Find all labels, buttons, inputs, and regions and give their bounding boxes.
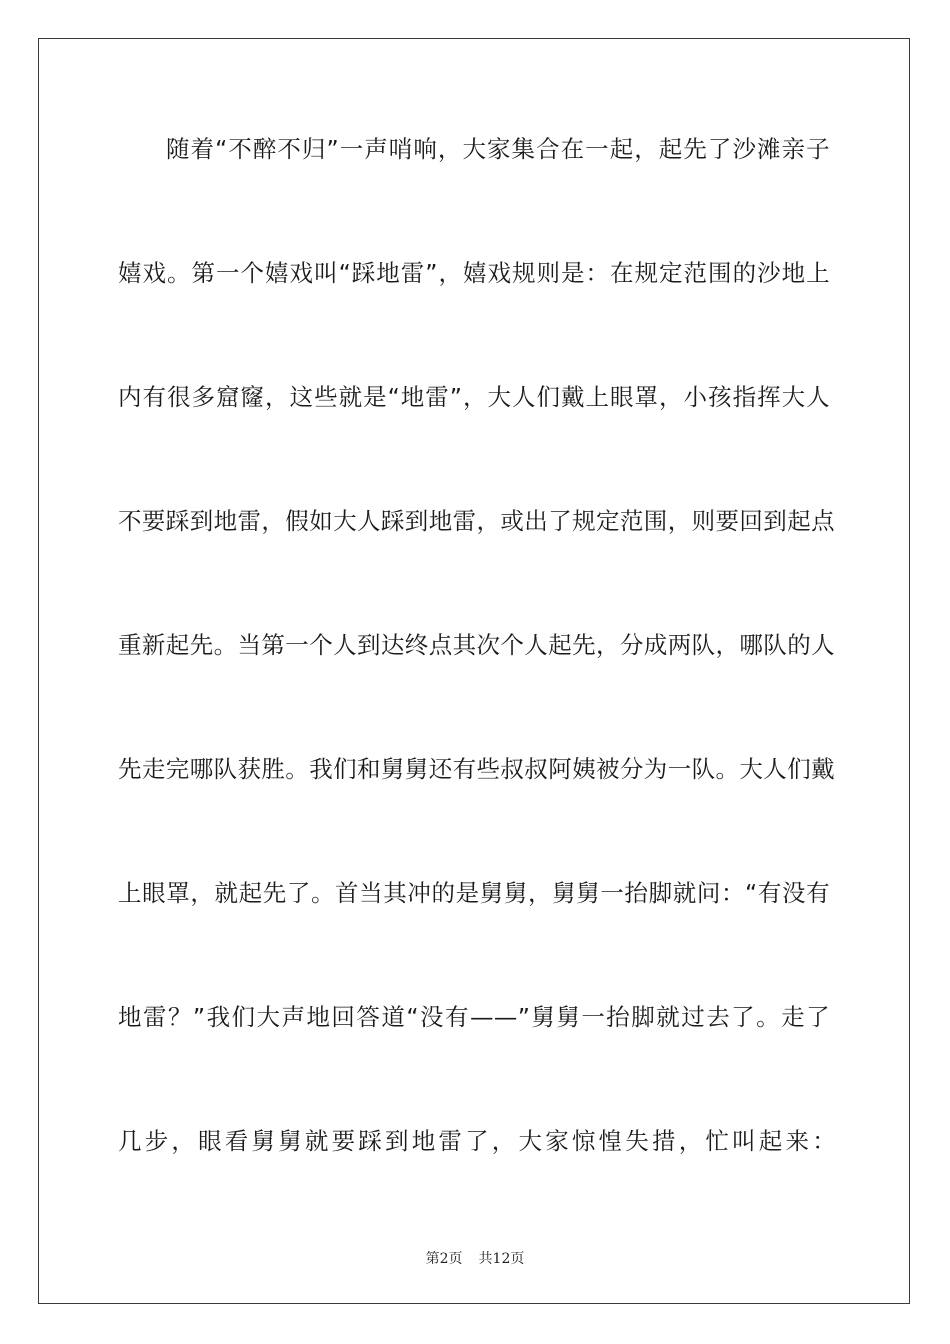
paragraph-line: 嬉戏。第一个嬉戏叫“踩地雷”，嬉戏规则是：在规定范围的沙地上 <box>118 259 830 287</box>
paragraph-line: 几步，眼看舅舅就要踩到地雷了，大家惊惶失措，忙叫起来： <box>118 1127 839 1155</box>
paragraph-line: 随着“不醉不归”一声哨响，大家集合在一起，起先了沙滩亲子 <box>166 135 830 163</box>
page-total: 共12页 <box>478 1251 525 1267</box>
paragraph-line: 不要踩到地雷，假如大人踩到地雷，或出了规定范围，则要回到起点 <box>118 507 835 535</box>
paragraph-line: 上眼罩，就起先了。首当其冲的是舅舅，舅舅一抬脚就问：“有没有 <box>118 879 830 907</box>
paragraph-line: 先走完哪队获胜。我们和舅舅还有些叔叔阿姨被分为一队。大人们戴 <box>118 755 835 783</box>
paragraph-line: 内有很多窟窿，这些就是“地雷”，大人们戴上眼罩，小孩指挥大人 <box>118 383 830 411</box>
paragraph-line: 地雷？”我们大声地回答道“没有——”舅舅一抬脚就过去了。走了 <box>118 1003 830 1031</box>
page-number: 第2页 <box>425 1251 463 1267</box>
document-body <box>118 128 839 1244</box>
paragraph-line: 重新起先。当第一个人到达终点其次个人起先，分成两队，哪队的人 <box>118 631 835 659</box>
page-footer <box>0 1248 950 1268</box>
